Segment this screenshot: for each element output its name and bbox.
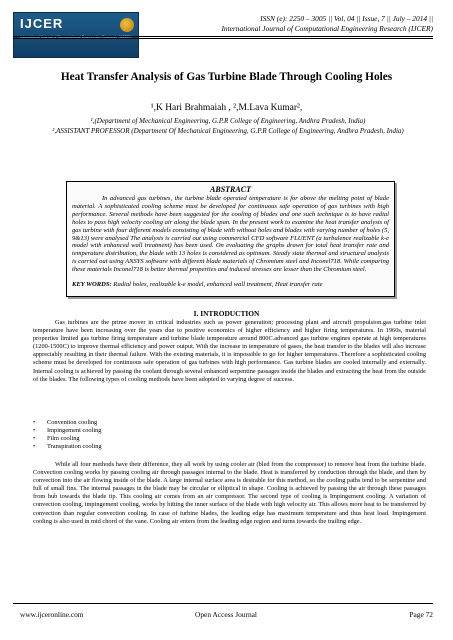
journal-line: International Journal of Computational Engineering Research (IJCER)	[221, 24, 433, 33]
logo-brand: IJCER	[20, 16, 64, 31]
logo-tagline: International Journal of Computational Engineering Research (IJCER)	[20, 35, 132, 39]
header-rule-2	[13, 38, 433, 39]
footer-website-link[interactable]: www.ijceronline.com	[20, 610, 84, 619]
intro-paragraph-1: Gas turbines are the prime mover in critical industries such as power generation; processing plant and aircraft propulsion.gas turbine inlet temperature have been increasing over the years due to positive economics of higher efficiency and higher firing temperatures. In 1960s, material properties limited gas turbine firing temperature and turbine blade temperature around 800C.advanced gas turbine engines operate at high temperatures (1200-1500C) to improve thermal efficiency and power output. With the increase in temperature of gases, the heat transfer to the blades will also increase appreciably resulting in their thermal failure. With the existing materials, it is impossible to go for higher temperatures. Therefore a sophisticated cooling scheme must be developed for continuous safe operation of gas turbines with high performance. Gas turbine blades are cooled internally and externally. Internal cooling is achieved by passing the coolant through several enhanced serpentine passages inside the blades and extracting the heat from the outside of the blades. The following types of cooling methods have been adopted to varying degree of success.	[33, 319, 426, 383]
paper-authors: ¹,K Hari Brahmaiah , ²,M.Lava Kumar²,	[150, 103, 303, 113]
keywords-text: Radial holes, realizable k-e model, enhanced wall treatment, Heat transfer rate	[113, 281, 323, 288]
intro-paragraph-2: While all four methods have their difference, they all work by using cooler air (bled from the compressor) to remove heat from the turbine blade. Convection cooling works by passing cooling air through passages internal to the blade. Heat is transferred by conduction through the blade, and then by convection into the air flowing inside of the blade. A large internal surface area is desirable for this method, so the cooling paths tend to be serpentine and full of small fins. The internal passages in the blade may be circular or elliptical in shape. Cooling is achieved by passing the air through these passages from hub towards the blade tip. This cooling air comes from an air compressor. The second type of cooling is Impingement cooling. A variation of convection cooling, impingement cooling, works by hitting the inner surface of the blade with high velocity air. This allows more heat to be transferred by convection than regular convection cooling. In case of turbine blades, the leading edge has maximum temperature and thus heat load. Impingement cooling is also used in mid chord of the vane. Cooling air enters from the leading edge region and turns towards the trailing edge.	[33, 461, 426, 525]
affiliation-2: ²,ASSISTANT PROFESSOR (Department Of Mechanical Engineering, G.P.R College of Engineering, Andhra Pradesh, India)	[52, 127, 404, 135]
section-heading: I. INTRODUCTION	[193, 309, 260, 318]
abstract-box	[66, 181, 395, 297]
list-item: • Transpiration cooling	[33, 443, 102, 450]
keywords-label: KEY WORDS:	[72, 281, 112, 288]
list-item: • Film cooling	[33, 435, 80, 442]
list-item: • Impingement cooling	[33, 427, 102, 434]
affiliation-1: ¹,(Department of Mechanical Engineering, G.P.R College of Engineering, Andhra Pradesh, India)	[90, 117, 366, 125]
abstract-text: In advanced gas turbines, the turbine blade operated temperature is for above the melting point of blade material. A sophisticated cooling scheme must be developed for continuous safe operation of gas turbines with high performance. Several methods have been suggested for the cooling of blades and one such technique is to have radial holes to pass high velocity cooling air along the blade span. In the present work to examine the heat transfer analysis of gas turbine with four different models consisting of blade with without holes and blades with varying number of holes (5, 9&13) were analysed The analysis is carried out using commercial CFD software FLUENT (a turbulence realizable k-e model with enhanced wall treatment) has been used. On evaluating the graphs drawn for total heat transfer rate and temperature distribution, the blade with 13 holes is considered as optimum. Steady state thermal and structural analysis is carried out using ANSYS software with different blade materials of Chromium steel and Inconel718. While comparing these materials Inconel718 is better thermal properties and induced stresses are lesser than the Chromium steel.	[72, 195, 389, 274]
journal-logo	[13, 12, 139, 58]
keywords	[72, 281, 389, 288]
header-rule	[13, 36, 433, 37]
footer-access: Open Access Journal	[195, 610, 257, 619]
logo-emblem-icon	[120, 18, 134, 32]
footer-page-number: Page 72	[409, 610, 433, 619]
abstract-heading: ABSTRACT	[210, 185, 251, 194]
issn-line: ISSN (e): 2250 – 3005 || Vol, 04 || Issue, 7 || July – 2014 ||	[260, 14, 433, 23]
footer-rule	[13, 603, 433, 604]
paper-title: Heat Transfer Analysis of Gas Turbine Blade Through Cooling Holes	[60, 71, 393, 83]
list-item: • Convention cooling	[33, 419, 98, 426]
